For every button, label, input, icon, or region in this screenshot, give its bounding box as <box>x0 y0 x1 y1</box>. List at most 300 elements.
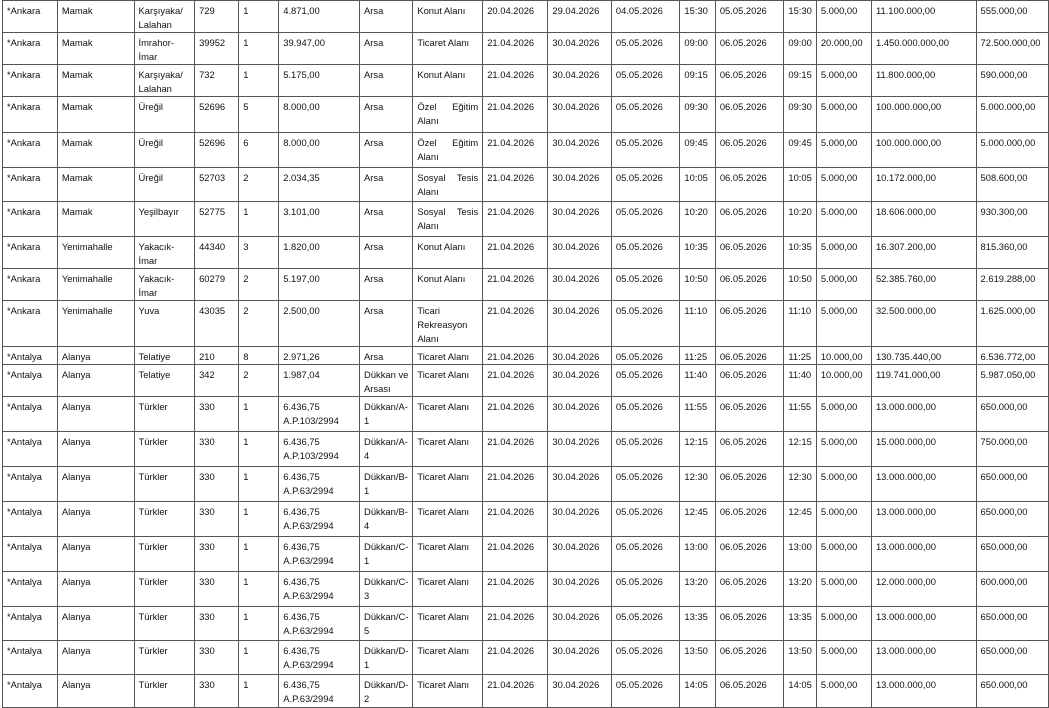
cell-estimated-value: 11.800.000,00 <box>871 65 976 97</box>
cell-property-type: Arsa <box>360 301 413 347</box>
cell-guarantee: 750.000,00 <box>976 432 1048 467</box>
cell-property-type: Dükkan/C-1 <box>360 537 413 572</box>
cell-announce-date: 21.04.2026 <box>483 365 548 397</box>
table-row <box>3 347 1049 365</box>
cell-block: 732 <box>195 65 239 97</box>
cell-announce-date: 21.04.2026 <box>483 607 548 641</box>
cell-auction-time: 11:25 <box>680 347 715 365</box>
cell-neighborhood: Yuva <box>134 301 195 347</box>
cell-area: 5.175,00 <box>279 65 360 97</box>
cell-zoning: Konut Alanı <box>413 1 483 33</box>
cell-announce-date: 21.04.2026 <box>483 467 548 502</box>
cell-district: Mamak <box>57 168 134 202</box>
cell-announce-date: 21.04.2026 <box>483 168 548 202</box>
cell-second-time: 11:40 <box>784 365 816 397</box>
cell-district: Alanya <box>57 537 134 572</box>
cell-auction-time: 15:30 <box>680 1 715 33</box>
cell-block: 330 <box>195 432 239 467</box>
table-row <box>3 133 1049 168</box>
cell-province: *Ankara <box>3 168 58 202</box>
cell-announce-date: 21.04.2026 <box>483 301 548 347</box>
table-row <box>3 97 1049 133</box>
cell-second-time: 13:35 <box>784 607 816 641</box>
cell-property-type: Dükkan/D-1 <box>360 641 413 675</box>
cell-announce-date: 21.04.2026 <box>483 432 548 467</box>
cell-parcel: 1 <box>239 1 279 33</box>
cell-property-type: Arsa <box>360 269 413 301</box>
cell-area: 6.436,75 A.P.63/2994 <box>279 641 360 675</box>
table-row <box>3 467 1049 502</box>
cell-bid-step: 5.000,00 <box>816 65 871 97</box>
cell-block: 330 <box>195 607 239 641</box>
cell-second-date: 06.05.2026 <box>715 467 784 502</box>
cell-neighborhood: Telatiye <box>134 365 195 397</box>
table-row <box>3 502 1049 537</box>
cell-app-deadline: 30.04.2026 <box>548 202 612 237</box>
table-row <box>3 675 1049 708</box>
cell-second-time: 09:30 <box>784 97 816 133</box>
cell-guarantee: 5.987.050,00 <box>976 365 1048 397</box>
cell-bid-step: 5.000,00 <box>816 202 871 237</box>
cell-province: *Ankara <box>3 269 58 301</box>
cell-parcel: 1 <box>239 202 279 237</box>
cell-zoning: Sosyal Tesis Alanı <box>413 168 483 202</box>
cell-second-time: 15:30 <box>784 1 816 33</box>
table-row <box>3 1 1049 33</box>
cell-area: 1.987,04 <box>279 365 360 397</box>
cell-app-deadline: 30.04.2026 <box>548 572 612 607</box>
cell-block: 330 <box>195 537 239 572</box>
cell-district: Yenimahalle <box>57 237 134 269</box>
cell-second-date: 06.05.2026 <box>715 365 784 397</box>
cell-zoning: Ticaret Alanı <box>413 397 483 432</box>
cell-second-time: 09:45 <box>784 133 816 168</box>
cell-neighborhood: Türkler <box>134 607 195 641</box>
cell-estimated-value: 100.000.000,00 <box>871 97 976 133</box>
cell-neighborhood: Telatiye <box>134 347 195 365</box>
cell-area: 2.034,35 <box>279 168 360 202</box>
cell-guarantee: 650.000,00 <box>976 607 1048 641</box>
cell-second-date: 06.05.2026 <box>715 65 784 97</box>
cell-bid-step: 5.000,00 <box>816 237 871 269</box>
cell-auction-date: 05.05.2026 <box>611 432 680 467</box>
cell-auction-time: 09:45 <box>680 133 715 168</box>
cell-province: *Antalya <box>3 607 58 641</box>
cell-bid-step: 10.000,00 <box>816 365 871 397</box>
cell-second-time: 11:10 <box>784 301 816 347</box>
cell-auction-time: 13:35 <box>680 607 715 641</box>
cell-area: 8.000,00 <box>279 133 360 168</box>
cell-second-date: 06.05.2026 <box>715 432 784 467</box>
cell-second-date: 06.05.2026 <box>715 33 784 65</box>
cell-auction-date: 05.05.2026 <box>611 168 680 202</box>
cell-auction-date: 05.05.2026 <box>611 502 680 537</box>
cell-bid-step: 5.000,00 <box>816 467 871 502</box>
cell-province: *Ankara <box>3 301 58 347</box>
cell-province: *Ankara <box>3 237 58 269</box>
cell-neighborhood: Türkler <box>134 467 195 502</box>
cell-auction-date: 05.05.2026 <box>611 675 680 708</box>
cell-second-date: 06.05.2026 <box>715 202 784 237</box>
cell-estimated-value: 13.000.000,00 <box>871 537 976 572</box>
cell-parcel: 2 <box>239 168 279 202</box>
cell-block: 330 <box>195 675 239 708</box>
cell-app-deadline: 29.04.2026 <box>548 1 612 33</box>
cell-app-deadline: 30.04.2026 <box>548 97 612 133</box>
cell-estimated-value: 13.000.000,00 <box>871 397 976 432</box>
cell-guarantee: 5.000.000,00 <box>976 133 1048 168</box>
cell-guarantee: 1.625.000,00 <box>976 301 1048 347</box>
cell-app-deadline: 30.04.2026 <box>548 33 612 65</box>
cell-auction-time: 11:55 <box>680 397 715 432</box>
cell-app-deadline: 30.04.2026 <box>548 537 612 572</box>
cell-block: 52703 <box>195 168 239 202</box>
cell-announce-date: 21.04.2026 <box>483 65 548 97</box>
cell-neighborhood: Türkler <box>134 537 195 572</box>
cell-announce-date: 21.04.2026 <box>483 97 548 133</box>
cell-block: 330 <box>195 467 239 502</box>
cell-zoning: Ticaret Alanı <box>413 641 483 675</box>
table-row <box>3 432 1049 467</box>
cell-area: 39.947,00 <box>279 33 360 65</box>
cell-district: Alanya <box>57 365 134 397</box>
cell-neighborhood: Yeşilbayır <box>134 202 195 237</box>
cell-district: Mamak <box>57 65 134 97</box>
cell-auction-time: 12:15 <box>680 432 715 467</box>
cell-zoning: Özel Eğitim Alanı <box>413 133 483 168</box>
cell-area: 6.436,75 A.P.103/2994 <box>279 397 360 432</box>
cell-area: 6.436,75 A.P.63/2994 <box>279 502 360 537</box>
cell-province: *Ankara <box>3 1 58 33</box>
cell-district: Alanya <box>57 432 134 467</box>
cell-property-type: Arsa <box>360 237 413 269</box>
cell-district: Alanya <box>57 397 134 432</box>
cell-bid-step: 5.000,00 <box>816 269 871 301</box>
cell-second-time: 14:05 <box>784 675 816 708</box>
cell-auction-time: 10:05 <box>680 168 715 202</box>
cell-announce-date: 21.04.2026 <box>483 33 548 65</box>
cell-app-deadline: 30.04.2026 <box>548 347 612 365</box>
cell-neighborhood: Üreğil <box>134 97 195 133</box>
cell-auction-time: 13:20 <box>680 572 715 607</box>
cell-parcel: 2 <box>239 269 279 301</box>
cell-auction-date: 05.05.2026 <box>611 397 680 432</box>
cell-second-date: 06.05.2026 <box>715 502 784 537</box>
cell-app-deadline: 30.04.2026 <box>548 641 612 675</box>
cell-zoning: Ticari Rekreasyon Alanı <box>413 301 483 347</box>
cell-neighborhood: Karşıyaka/ Lalahan <box>134 1 195 33</box>
cell-parcel: 8 <box>239 347 279 365</box>
cell-app-deadline: 30.04.2026 <box>548 269 612 301</box>
cell-zoning: Ticaret Alanı <box>413 467 483 502</box>
cell-area: 6.436,75 A.P.63/2994 <box>279 537 360 572</box>
cell-area: 1.820,00 <box>279 237 360 269</box>
cell-property-type: Arsa <box>360 97 413 133</box>
cell-province: *Ankara <box>3 202 58 237</box>
cell-estimated-value: 16.307.200,00 <box>871 237 976 269</box>
cell-neighborhood: Türkler <box>134 502 195 537</box>
cell-app-deadline: 30.04.2026 <box>548 168 612 202</box>
cell-bid-step: 5.000,00 <box>816 537 871 572</box>
cell-second-date: 06.05.2026 <box>715 675 784 708</box>
cell-neighborhood: Yakacık-İmar <box>134 237 195 269</box>
cell-parcel: 2 <box>239 301 279 347</box>
cell-parcel: 3 <box>239 237 279 269</box>
cell-guarantee: 650.000,00 <box>976 641 1048 675</box>
cell-bid-step: 5.000,00 <box>816 301 871 347</box>
cell-province: *Antalya <box>3 365 58 397</box>
cell-province: *Ankara <box>3 33 58 65</box>
cell-auction-date: 05.05.2026 <box>611 365 680 397</box>
table-row <box>3 301 1049 347</box>
cell-second-date: 06.05.2026 <box>715 133 784 168</box>
cell-province: *Antalya <box>3 537 58 572</box>
cell-guarantee: 930.300,00 <box>976 202 1048 237</box>
cell-auction-time: 09:15 <box>680 65 715 97</box>
cell-auction-time: 10:35 <box>680 237 715 269</box>
cell-district: Mamak <box>57 1 134 33</box>
cell-guarantee: 590.000,00 <box>976 65 1048 97</box>
cell-announce-date: 21.04.2026 <box>483 675 548 708</box>
cell-district: Yenimahalle <box>57 301 134 347</box>
cell-second-time: 13:00 <box>784 537 816 572</box>
cell-estimated-value: 13.000.000,00 <box>871 641 976 675</box>
cell-neighborhood: Türkler <box>134 432 195 467</box>
table-row <box>3 537 1049 572</box>
cell-guarantee: 6.536.772,00 <box>976 347 1048 365</box>
cell-estimated-value: 13.000.000,00 <box>871 607 976 641</box>
cell-second-date: 06.05.2026 <box>715 397 784 432</box>
cell-neighborhood: Üreğil <box>134 168 195 202</box>
cell-app-deadline: 30.04.2026 <box>548 675 612 708</box>
cell-app-deadline: 30.04.2026 <box>548 237 612 269</box>
cell-neighborhood: Türkler <box>134 641 195 675</box>
cell-announce-date: 21.04.2026 <box>483 269 548 301</box>
cell-app-deadline: 30.04.2026 <box>548 502 612 537</box>
cell-guarantee: 650.000,00 <box>976 675 1048 708</box>
table-row <box>3 365 1049 397</box>
cell-area: 6.436,75 A.P.63/2994 <box>279 607 360 641</box>
cell-parcel: 1 <box>239 65 279 97</box>
cell-auction-time: 11:10 <box>680 301 715 347</box>
cell-auction-time: 09:30 <box>680 97 715 133</box>
cell-zoning: Özel Eğitim Alanı <box>413 97 483 133</box>
cell-auction-date: 05.05.2026 <box>611 269 680 301</box>
cell-province: *Antalya <box>3 572 58 607</box>
cell-zoning: Ticaret Alanı <box>413 365 483 397</box>
cell-app-deadline: 30.04.2026 <box>548 365 612 397</box>
cell-second-time: 12:45 <box>784 502 816 537</box>
cell-auction-date: 05.05.2026 <box>611 65 680 97</box>
cell-estimated-value: 1.450.000.000,00 <box>871 33 976 65</box>
cell-property-type: Dükkan/D-2 <box>360 675 413 708</box>
cell-auction-date: 05.05.2026 <box>611 301 680 347</box>
cell-guarantee: 72.500.000,00 <box>976 33 1048 65</box>
cell-zoning: Ticaret Alanı <box>413 502 483 537</box>
cell-zoning: Ticaret Alanı <box>413 33 483 65</box>
cell-zoning: Ticaret Alanı <box>413 572 483 607</box>
cell-guarantee: 555.000,00 <box>976 1 1048 33</box>
cell-property-type: Arsa <box>360 65 413 97</box>
cell-province: *Antalya <box>3 675 58 708</box>
cell-province: *Antalya <box>3 641 58 675</box>
cell-second-time: 10:20 <box>784 202 816 237</box>
cell-auction-time: 10:20 <box>680 202 715 237</box>
cell-property-type: Dükkan/C-3 <box>360 572 413 607</box>
cell-bid-step: 10.000,00 <box>816 347 871 365</box>
cell-block: 330 <box>195 641 239 675</box>
cell-area: 6.436,75 A.P.63/2994 <box>279 467 360 502</box>
cell-guarantee: 5.000.000,00 <box>976 97 1048 133</box>
cell-announce-date: 20.04.2026 <box>483 1 548 33</box>
cell-neighborhood: Türkler <box>134 397 195 432</box>
cell-estimated-value: 52.385.760,00 <box>871 269 976 301</box>
cell-auction-time: 09:00 <box>680 33 715 65</box>
cell-neighborhood: Türkler <box>134 675 195 708</box>
cell-parcel: 1 <box>239 502 279 537</box>
cell-area: 5.197,00 <box>279 269 360 301</box>
cell-block: 52696 <box>195 97 239 133</box>
cell-second-date: 06.05.2026 <box>715 537 784 572</box>
cell-auction-date: 05.05.2026 <box>611 537 680 572</box>
cell-zoning: Konut Alanı <box>413 237 483 269</box>
cell-second-date: 06.05.2026 <box>715 237 784 269</box>
cell-province: *Antalya <box>3 467 58 502</box>
cell-block: 44340 <box>195 237 239 269</box>
cell-province: *Antalya <box>3 347 58 365</box>
cell-second-time: 10:35 <box>784 237 816 269</box>
cell-parcel: 1 <box>239 607 279 641</box>
cell-auction-date: 05.05.2026 <box>611 347 680 365</box>
cell-zoning: Ticaret Alanı <box>413 347 483 365</box>
cell-estimated-value: 13.000.000,00 <box>871 675 976 708</box>
cell-announce-date: 21.04.2026 <box>483 572 548 607</box>
cell-estimated-value: 130.735.440,00 <box>871 347 976 365</box>
cell-bid-step: 5.000,00 <box>816 133 871 168</box>
cell-area: 4.871,00 <box>279 1 360 33</box>
cell-estimated-value: 10.172.000,00 <box>871 168 976 202</box>
cell-second-time: 11:55 <box>784 397 816 432</box>
cell-parcel: 1 <box>239 675 279 708</box>
cell-neighborhood: Üreğil <box>134 133 195 168</box>
cell-auction-date: 05.05.2026 <box>611 641 680 675</box>
cell-announce-date: 21.04.2026 <box>483 397 548 432</box>
cell-bid-step: 5.000,00 <box>816 97 871 133</box>
cell-auction-date: 05.05.2026 <box>611 607 680 641</box>
cell-second-time: 13:20 <box>784 572 816 607</box>
cell-block: 52775 <box>195 202 239 237</box>
cell-parcel: 1 <box>239 432 279 467</box>
cell-block: 210 <box>195 347 239 365</box>
cell-parcel: 6 <box>239 133 279 168</box>
cell-guarantee: 600.000,00 <box>976 572 1048 607</box>
cell-bid-step: 5.000,00 <box>816 502 871 537</box>
cell-bid-step: 5.000,00 <box>816 572 871 607</box>
table-body <box>3 1 1049 708</box>
cell-parcel: 1 <box>239 572 279 607</box>
cell-estimated-value: 32.500.000,00 <box>871 301 976 347</box>
cell-area: 3.101,00 <box>279 202 360 237</box>
cell-auction-date: 05.05.2026 <box>611 467 680 502</box>
cell-guarantee: 2.619.288,00 <box>976 269 1048 301</box>
cell-bid-step: 5.000,00 <box>816 675 871 708</box>
cell-second-time: 10:50 <box>784 269 816 301</box>
cell-announce-date: 21.04.2026 <box>483 641 548 675</box>
cell-second-time: 12:15 <box>784 432 816 467</box>
cell-province: *Antalya <box>3 502 58 537</box>
cell-auction-time: 14:05 <box>680 675 715 708</box>
cell-neighborhood: İmrahor-İmar <box>134 33 195 65</box>
cell-parcel: 1 <box>239 641 279 675</box>
cell-zoning: Konut Alanı <box>413 65 483 97</box>
cell-announce-date: 21.04.2026 <box>483 133 548 168</box>
cell-property-type: Dükkan/C-5 <box>360 607 413 641</box>
cell-second-time: 10:05 <box>784 168 816 202</box>
cell-property-type: Dükkan/B-4 <box>360 502 413 537</box>
cell-property-type: Arsa <box>360 133 413 168</box>
cell-area: 6.436,75 A.P.103/2994 <box>279 432 360 467</box>
table-row <box>3 572 1049 607</box>
cell-app-deadline: 30.04.2026 <box>548 467 612 502</box>
cell-second-time: 09:00 <box>784 33 816 65</box>
cell-auction-date: 04.05.2026 <box>611 1 680 33</box>
cell-bid-step: 5.000,00 <box>816 432 871 467</box>
cell-property-type: Dükkan/A-1 <box>360 397 413 432</box>
cell-app-deadline: 30.04.2026 <box>548 301 612 347</box>
cell-second-time: 12:30 <box>784 467 816 502</box>
cell-announce-date: 21.04.2026 <box>483 202 548 237</box>
cell-zoning: Ticaret Alanı <box>413 537 483 572</box>
cell-bid-step: 5.000,00 <box>816 1 871 33</box>
cell-district: Mamak <box>57 97 134 133</box>
cell-announce-date: 21.04.2026 <box>483 237 548 269</box>
cell-app-deadline: 30.04.2026 <box>548 133 612 168</box>
cell-second-time: 09:15 <box>784 65 816 97</box>
cell-auction-date: 05.05.2026 <box>611 202 680 237</box>
property-auction-table <box>2 0 1049 708</box>
table-row <box>3 237 1049 269</box>
cell-auction-time: 13:00 <box>680 537 715 572</box>
cell-area: 6.436,75 A.P.63/2994 <box>279 675 360 708</box>
cell-second-date: 06.05.2026 <box>715 347 784 365</box>
table-row <box>3 269 1049 301</box>
cell-second-time: 11:25 <box>784 347 816 365</box>
cell-property-type: Dükkan/A-4 <box>360 432 413 467</box>
cell-area: 6.436,75 A.P.63/2994 <box>279 572 360 607</box>
cell-estimated-value: 13.000.000,00 <box>871 467 976 502</box>
cell-estimated-value: 119.741.000,00 <box>871 365 976 397</box>
cell-neighborhood: Yakacık-İmar <box>134 269 195 301</box>
cell-area: 2.500,00 <box>279 301 360 347</box>
cell-zoning: Konut Alanı <box>413 269 483 301</box>
cell-second-time: 13:50 <box>784 641 816 675</box>
cell-auction-time: 12:45 <box>680 502 715 537</box>
cell-province: *Antalya <box>3 397 58 432</box>
cell-property-type: Dükkan ve Arsası <box>360 365 413 397</box>
cell-block: 330 <box>195 397 239 432</box>
cell-parcel: 1 <box>239 33 279 65</box>
cell-second-date: 06.05.2026 <box>715 572 784 607</box>
cell-bid-step: 5.000,00 <box>816 168 871 202</box>
cell-auction-date: 05.05.2026 <box>611 237 680 269</box>
cell-zoning: Sosyal Tesis Alanı <box>413 202 483 237</box>
cell-estimated-value: 15.000.000,00 <box>871 432 976 467</box>
cell-second-date: 06.05.2026 <box>715 97 784 133</box>
cell-district: Alanya <box>57 641 134 675</box>
cell-province: *Ankara <box>3 65 58 97</box>
cell-auction-date: 05.05.2026 <box>611 572 680 607</box>
cell-parcel: 5 <box>239 97 279 133</box>
